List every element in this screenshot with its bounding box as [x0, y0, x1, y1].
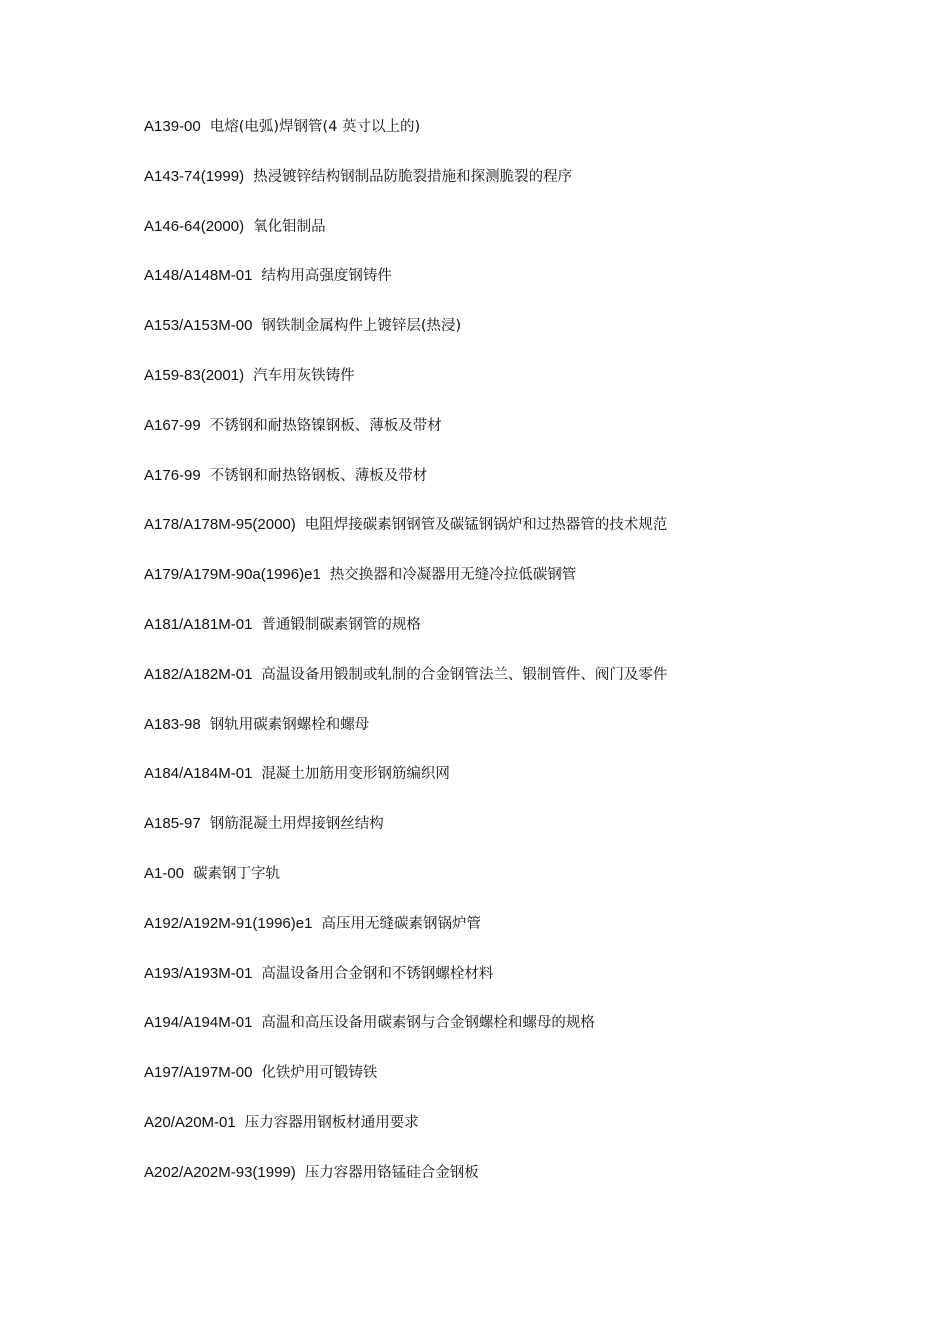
list-item [144, 415, 904, 465]
standard-code: A159-83(2001) [144, 366, 245, 384]
standard-title: 氧化钼制品 [253, 218, 326, 235]
list-item [144, 465, 904, 515]
standard-title: 汽车用灰铁铸件 [253, 367, 355, 384]
standard-title: 热浸镀锌结构钢制品防脆裂措施和探测脆裂的程序 [253, 168, 573, 185]
standard-title: 高温和高压设备用碳素钢与合金钢螺栓和螺母的规格 [261, 1015, 595, 1032]
standard-code: A1-00 [144, 864, 185, 882]
list-item [144, 1062, 904, 1112]
list-item [144, 863, 904, 913]
standard-title: 不锈钢和耐热铬钢板、薄板及带材 [209, 467, 428, 484]
standard-code: A202/A202M-93(1999) [144, 1163, 296, 1181]
list-item [144, 116, 904, 166]
standard-code: A193/A193M-01 [144, 964, 253, 982]
standard-title: 压力容器用铬锰硅合金钢板 [304, 1164, 479, 1181]
list-item [144, 1012, 904, 1062]
standard-title: 高温设备用锻制或轧制的合金钢管法兰、锻制管件、阀门及零件 [261, 666, 668, 683]
standard-code: A146-64(2000) [144, 217, 245, 235]
standards-list [144, 116, 904, 1212]
list-item [144, 1162, 904, 1212]
standard-title: 混凝土加筋用变形钢筋编织网 [261, 766, 450, 783]
standard-title: 普通锻制碳素钢管的规格 [261, 616, 421, 633]
list-item [144, 166, 904, 216]
standard-code: A179/A179M-90a(1996)e1 [144, 566, 321, 584]
list-item [144, 664, 904, 714]
list-item [144, 763, 904, 813]
list-item [144, 365, 904, 415]
standard-title: 不锈钢和耐热铬镍钢板、薄板及带材 [209, 417, 442, 434]
list-item [144, 813, 904, 863]
list-item [144, 614, 904, 664]
standard-code: A148/A148M-01 [144, 267, 253, 285]
standard-code: A139-00 [144, 118, 201, 135]
standard-title: 电熔(电弧)焊钢管(4 英寸以上的) [209, 119, 421, 135]
standard-title: 电阻焊接碳素钢钢管及碳锰钢锅炉和过热器管的技术规范 [304, 517, 668, 534]
list-item [144, 1112, 904, 1162]
standard-code: A176-99 [144, 466, 201, 484]
standard-code: A182/A182M-01 [144, 665, 253, 683]
standard-title: 化铁炉用可锻铸铁 [261, 1065, 378, 1082]
list-item [144, 913, 904, 963]
standard-title: 钢轨用碳素钢螺栓和螺母 [209, 716, 370, 733]
list-item [144, 265, 904, 315]
standard-code: A178/A178M-95(2000) [144, 516, 296, 534]
standard-code: A185-97 [144, 815, 201, 833]
standard-code: A20/A20M-01 [144, 1113, 236, 1131]
list-item [144, 315, 904, 365]
standard-code: A184/A184M-01 [144, 765, 253, 783]
standard-title: 钢筋混凝土用焊接钢丝结构 [209, 816, 384, 833]
standard-title: 高压用无缝碳素钢锅炉管 [321, 915, 481, 932]
standard-code: A153/A153M-00 [144, 317, 253, 335]
standard-code: A181/A181M-01 [144, 615, 253, 633]
standard-title: 热交换器和冷凝器用无缝冷拉低碳钢管 [329, 567, 577, 584]
standard-code: A167-99 [144, 416, 201, 434]
list-item [144, 963, 904, 1013]
standard-code: A194/A194M-01 [144, 1014, 253, 1032]
list-item [144, 714, 904, 764]
standard-code: A197/A197M-00 [144, 1064, 253, 1082]
standard-code: A143-74(1999) [144, 167, 245, 185]
list-item [144, 216, 904, 266]
standard-title: 碳素钢丁字轨 [193, 865, 281, 882]
standard-title: 高温设备用合金钢和不锈钢螺栓材料 [261, 965, 494, 982]
list-item [144, 514, 904, 564]
standard-code: A183-98 [144, 715, 201, 733]
standard-title: 钢铁制金属构件上镀锌层(热浸) [261, 318, 462, 335]
standard-code: A192/A192M-91(1996)e1 [144, 914, 313, 932]
standard-title: 压力容器用钢板材通用要求 [244, 1114, 419, 1131]
list-item [144, 564, 904, 614]
standard-title: 结构用高强度钢铸件 [261, 268, 392, 285]
